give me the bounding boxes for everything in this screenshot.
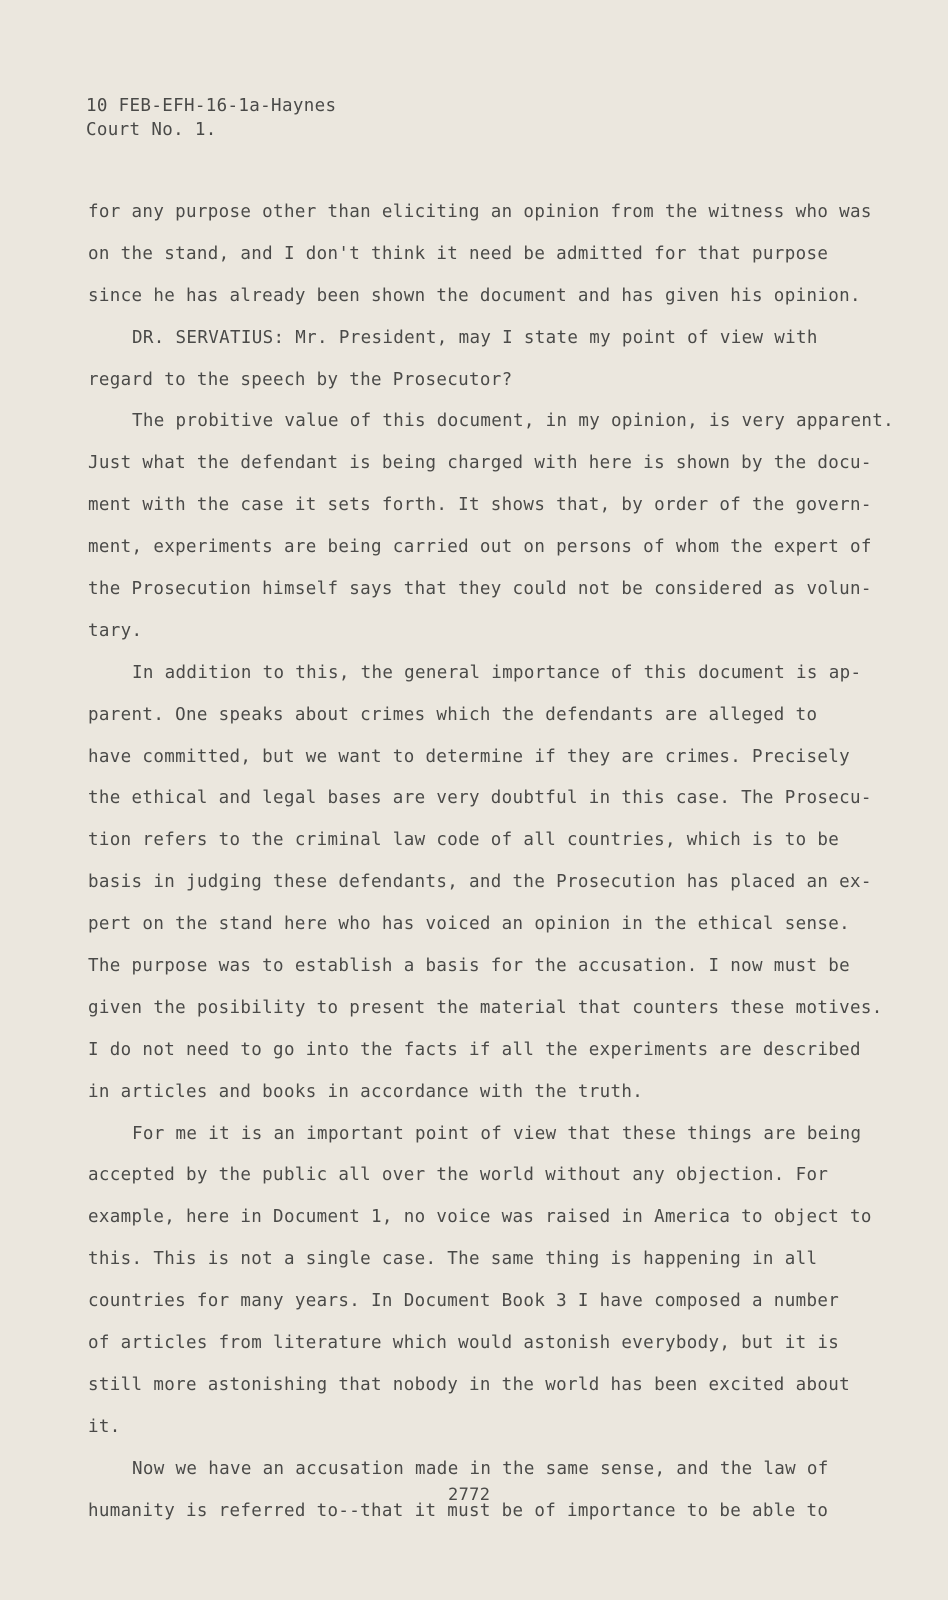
transcript-line: example, here in Document 1, no voice was raised in America to object to [88,1207,872,1228]
transcript-line: accepted by the public all over the world without any objection. For [88,1165,829,1186]
transcript-line: ment, experiments are being carried out on persons of whom the expert of [88,537,872,558]
transcript-line: The probitive value of this document, in my opinion, is very apparent. [132,411,895,432]
transcript-line: For me it is an important point of view that these things are being [132,1123,862,1144]
page-number: 2772 [448,1485,491,1505]
transcript-line: the Prosecution himself says that they could not be considered as volun- [88,579,872,600]
transcript-line: ment with the case it sets forth. It shows that, by order of the govern- [88,495,872,516]
transcript-line: this. This is not a single case. The same thing is happening in all [88,1249,818,1270]
transcript-line: in articles and books in accordance with the truth. [88,1081,644,1102]
transcript-line: tary. [88,620,143,641]
transcript-line: of articles from literature which would astonish everybody, but it is [88,1333,840,1354]
transcript-line: it. [88,1416,121,1437]
transcript-line: In addition to this, the general importance of this document is ap- [132,662,862,683]
transcript-line: regard to the speech by the Prosecutor? [88,369,513,390]
transcript-line: humanity is referred to--that it must be of importance to be able to [88,1500,829,1521]
transcript-line: the ethical and legal bases are very doubtful in this case. The Prosecu- [88,788,872,809]
transcript-line: The purpose was to establish a basis for the accusation. I now must be [88,956,851,977]
transcript-line: parent. One speaks about crimes which the defendants are alleged to [88,704,818,725]
header-court: Court No. 1. [86,120,217,140]
header-reference: 10 FEB-EFH-16-1a-Haynes [86,96,337,116]
transcript-line: on the stand, and I don't think it need be admitted for that purpose [88,243,829,264]
transcript-line: given the posibility to present the material that counters these motives. [88,997,883,1018]
document-header [86,94,336,142]
transcript-line: countries for many years. In Document Book 3 I have composed a number [88,1291,840,1312]
transcript-line: still more astonishing that nobody in the world has been excited about [88,1374,851,1395]
transcript-line: pert on the stand here who has voiced an opinion in the ethical sense. [88,914,851,935]
transcript-line: for any purpose other than eliciting an opinion from the witness who was [88,202,872,222]
transcript-line: basis in judging these defendants, and the Prosecution has placed an ex- [88,872,872,893]
transcript-line: Just what the defendant is being charged with here is shown by the docu- [88,453,872,474]
transcript-line: I do not need to go into the facts if all the experiments are described [88,1039,861,1060]
transcript-line: DR. SERVATIUS: Mr. President, may I state my point of view with [132,327,818,348]
transcript-line: since he has already been shown the document and has given his opinion. [88,285,861,306]
transcript-line: tion refers to the criminal law code of all countries, which is to be [88,830,840,851]
transcript-body [88,192,895,1533]
transcript-line: Now we have an accusation made in the same sense, and the law of [132,1458,829,1479]
transcript-line: have committed, but we want to determine if they are crimes. Precisely [88,746,851,767]
